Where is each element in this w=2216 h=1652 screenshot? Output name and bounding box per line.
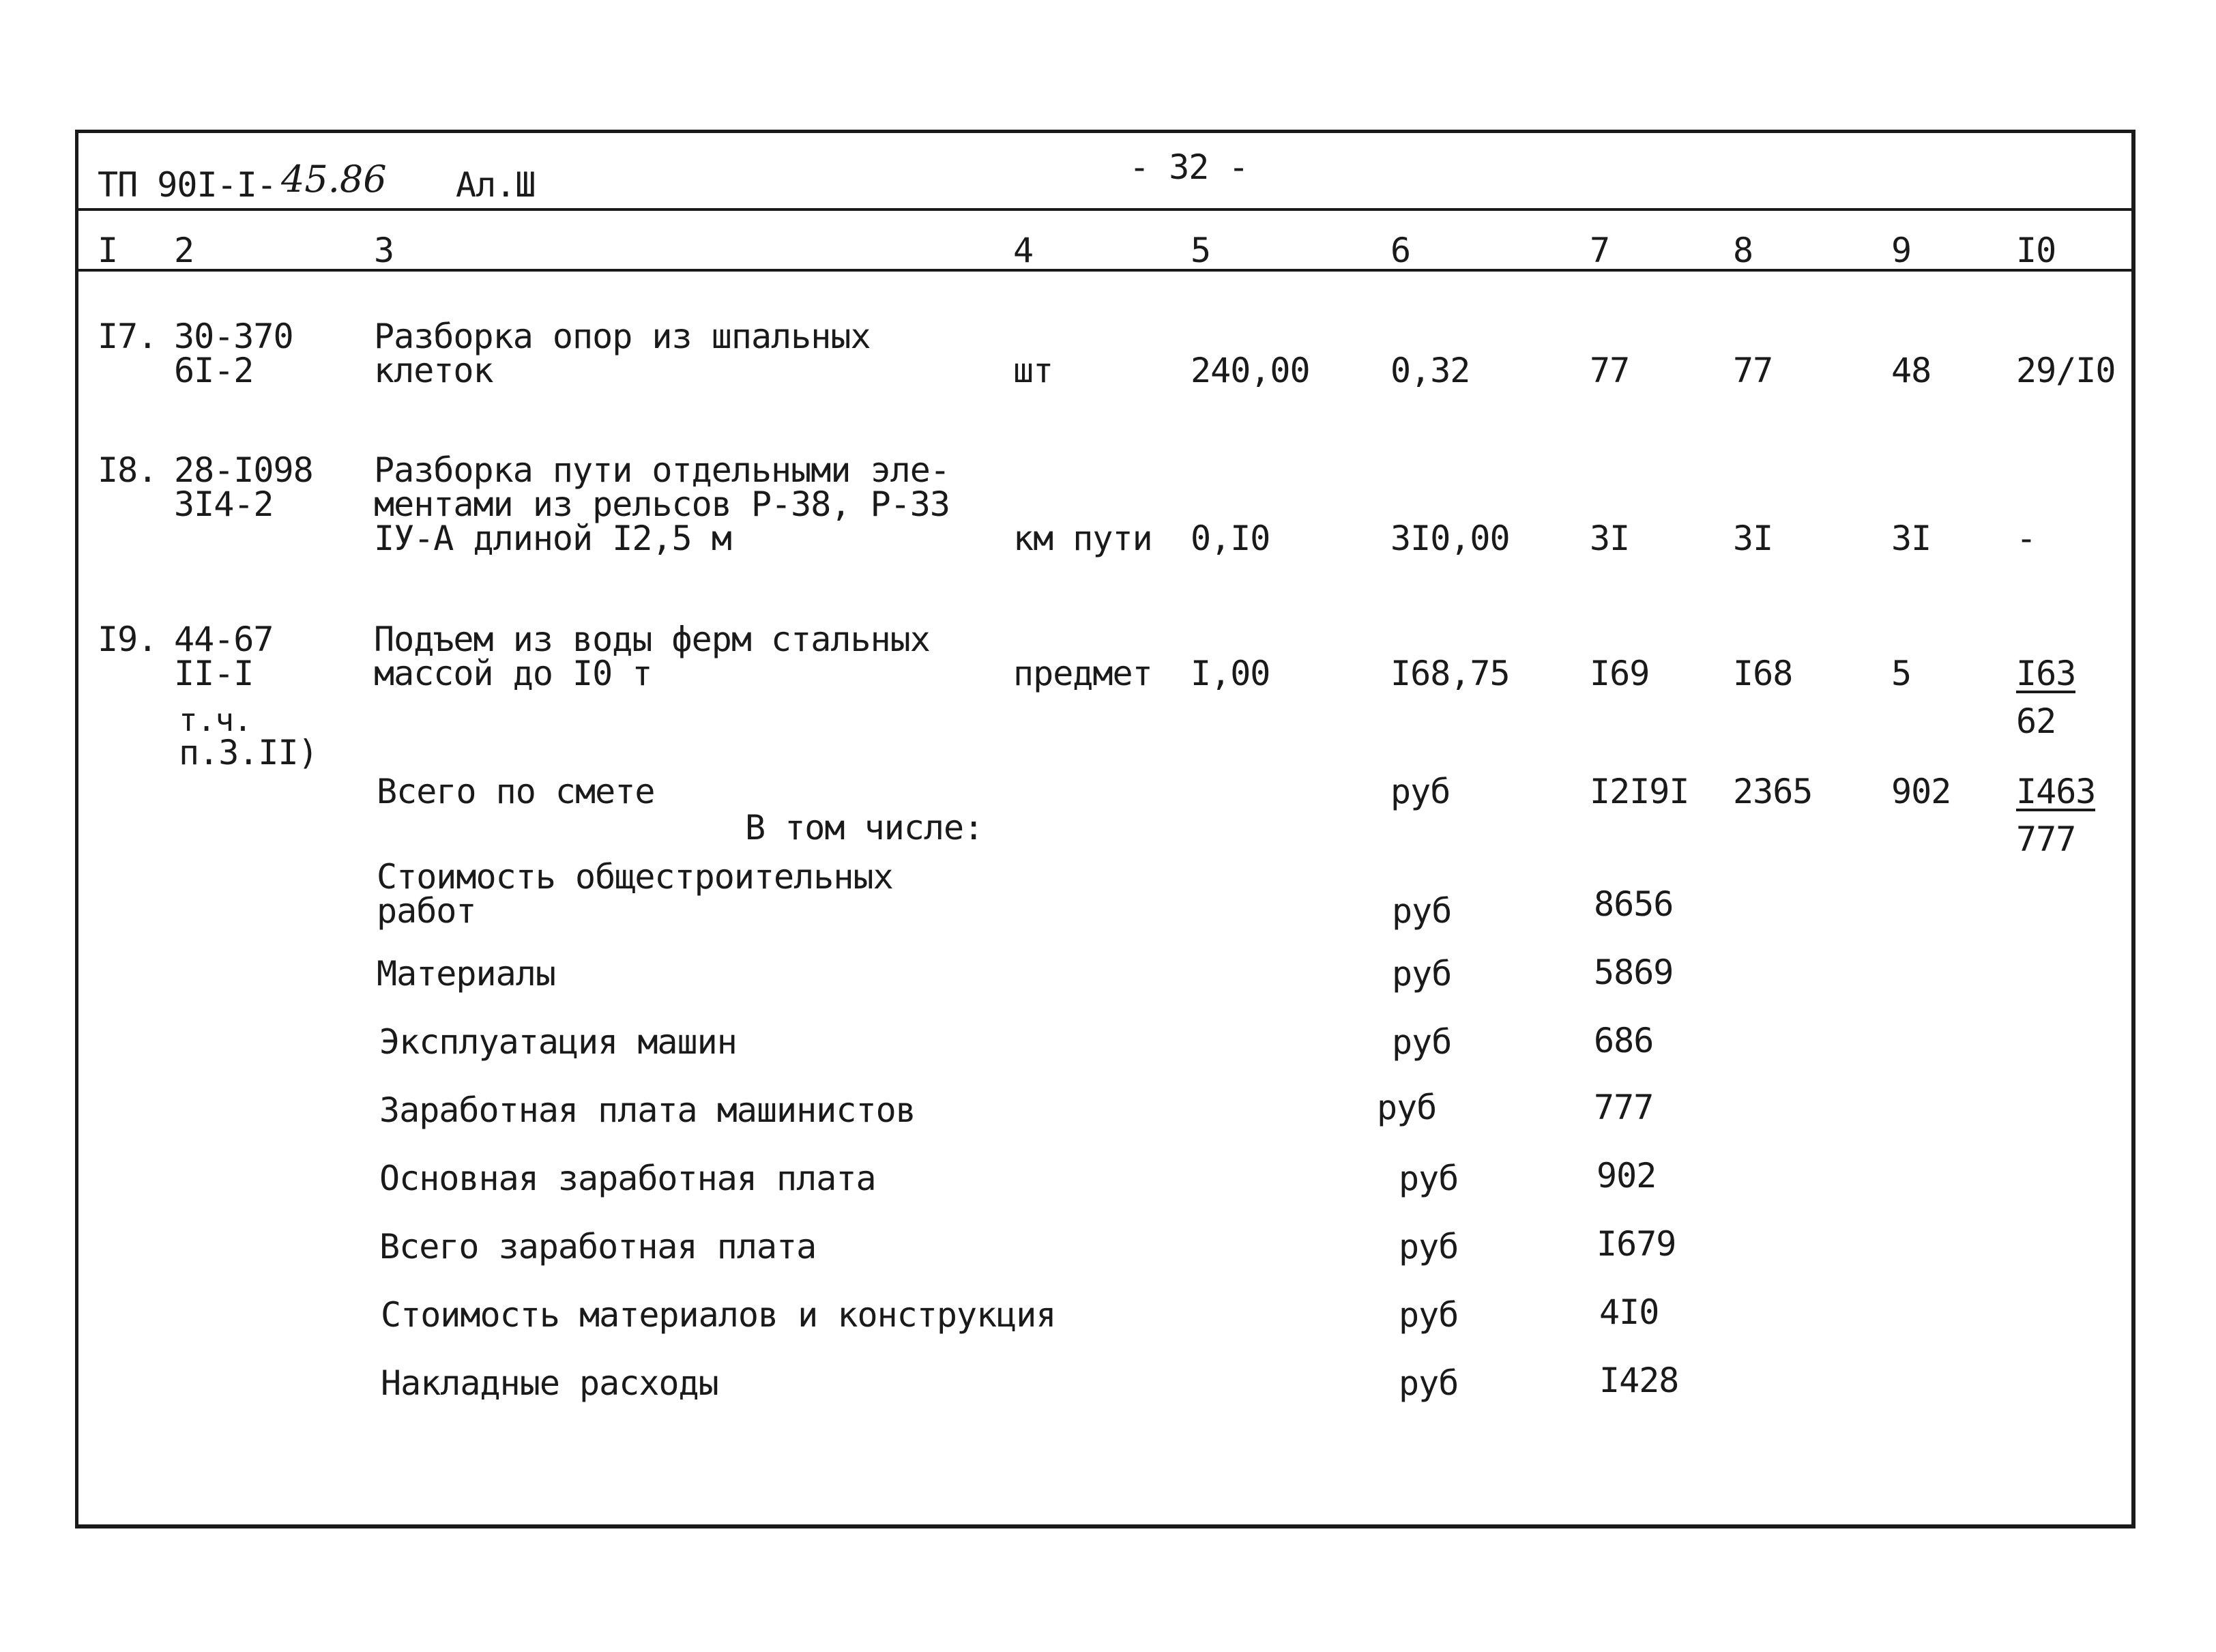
work-description: IУ-А длиной I2,5 м — [374, 519, 731, 558]
cost-col7: 77 — [1590, 351, 1630, 390]
breakdown-value: I428 — [1599, 1361, 1679, 1400]
page-number: - 32 - — [1129, 147, 1249, 187]
breakdown-value: 5869 — [1594, 953, 1674, 992]
breakdown-label: Накладные расходы — [381, 1363, 718, 1403]
rate-code: II-I — [174, 654, 254, 693]
column-header: 7 — [1590, 231, 1610, 270]
breakdown-label: Стоимость общестроительных — [377, 857, 893, 897]
column-header: 4 — [1013, 231, 1034, 270]
breakdown-unit: руб — [1399, 1227, 1459, 1266]
column-header: I — [98, 231, 118, 270]
rate-code: 3I4-2 — [174, 484, 274, 524]
work-description: массой до I0 т — [374, 654, 652, 693]
rate-code: 6I-2 — [174, 351, 254, 390]
album-number: Ал.Ш — [456, 165, 536, 205]
cost-col8: I68 — [1733, 654, 1793, 693]
unit-price: 0,32 — [1390, 351, 1470, 390]
unit: км пути — [1013, 519, 1152, 558]
row-number: I8. — [98, 450, 158, 490]
breakdown-unit: руб — [1399, 1159, 1459, 1198]
breakdown-value: I679 — [1597, 1224, 1676, 1264]
work-description: ментами из рельсов Р-38, Р-33 — [374, 484, 950, 524]
work-description: Разборка опор из шпальных — [374, 317, 871, 356]
breakdown-value: 686 — [1594, 1021, 1654, 1060]
cost-col8: 3I — [1733, 519, 1773, 558]
breakdown-unit: руб — [1392, 954, 1452, 994]
cost-col10-numerator: I63 — [2016, 654, 2076, 693]
breakdown-value: 8656 — [1594, 884, 1674, 924]
unit-price: 3I0,00 — [1390, 519, 1510, 558]
breakdown-label: работ — [377, 891, 476, 931]
total-unit: руб — [1390, 772, 1450, 811]
column-header: I0 — [2016, 231, 2056, 270]
column-header: 5 — [1191, 231, 1211, 270]
header-divider — [78, 208, 2132, 211]
breakdown-label: Эксплуатация машин — [379, 1022, 737, 1062]
cost-col8: 77 — [1733, 351, 1773, 390]
breakdown-label: Материалы — [377, 954, 555, 994]
column-header: 6 — [1390, 231, 1411, 270]
cost-col10: 29/I0 — [2016, 351, 2116, 390]
cost-col9: 5 — [1891, 654, 1912, 693]
total-label: Всего по смете — [377, 772, 655, 811]
cost-col10: - — [2016, 519, 2037, 558]
document-code-handwritten: 45.86 — [281, 158, 387, 201]
unit: предмет — [1013, 654, 1152, 693]
total-col7: I2I9I — [1590, 772, 1689, 811]
rate-code-note: п.3.II) — [179, 733, 318, 772]
including-label: В том числе: — [745, 808, 984, 847]
cost-col9: 48 — [1891, 351, 1931, 390]
cost-col10-denominator: 62 — [2016, 701, 2056, 741]
document-code: ТП 90I-I- — [98, 165, 276, 205]
row-number: I7. — [98, 317, 158, 356]
unit: шт — [1013, 351, 1053, 390]
breakdown-label: Основная заработная плата — [379, 1159, 876, 1198]
quantity: 0,I0 — [1191, 519, 1270, 558]
quantity: 240,00 — [1191, 351, 1310, 390]
quantity: I,00 — [1191, 654, 1270, 693]
total-col10-denominator: 777 — [2016, 820, 2076, 859]
breakdown-label: Всего заработная плата — [379, 1227, 817, 1266]
cost-col9: 3I — [1891, 519, 1931, 558]
total-col10-numerator: I463 — [2016, 772, 2096, 811]
column-header: 2 — [174, 231, 194, 270]
breakdown-unit: руб — [1377, 1088, 1437, 1127]
breakdown-unit: руб — [1392, 1022, 1452, 1062]
breakdown-unit: руб — [1399, 1295, 1459, 1335]
breakdown-label: Заработная плата машинистов — [379, 1090, 916, 1130]
breakdown-label: Стоимость материалов и конструкция — [381, 1295, 1056, 1335]
total-col8: 2365 — [1733, 772, 1813, 811]
breakdown-value: 777 — [1594, 1088, 1654, 1127]
total-col9: 902 — [1891, 772, 1951, 811]
rate-code-note: т.ч. — [179, 701, 252, 738]
unit-price: I68,75 — [1390, 654, 1510, 693]
column-header: 3 — [374, 231, 394, 270]
work-description: клеток — [374, 351, 493, 390]
column-header: 8 — [1733, 231, 1753, 270]
breakdown-unit: руб — [1392, 891, 1452, 931]
breakdown-value: 902 — [1597, 1156, 1657, 1195]
work-description: Разборка пути отдельными эле- — [374, 450, 950, 490]
work-description: Подъем из воды ферм стальных — [374, 620, 930, 659]
cost-col7: 3I — [1590, 519, 1630, 558]
breakdown-value: 4I0 — [1599, 1292, 1659, 1332]
rate-code: 44-67 — [174, 620, 274, 659]
rate-code: 28-I098 — [174, 450, 313, 490]
column-header: 9 — [1891, 231, 1912, 270]
cost-col7: I69 — [1590, 654, 1650, 693]
rate-code: 30-370 — [174, 317, 293, 356]
row-number: I9. — [98, 620, 158, 659]
breakdown-unit: руб — [1399, 1363, 1459, 1403]
